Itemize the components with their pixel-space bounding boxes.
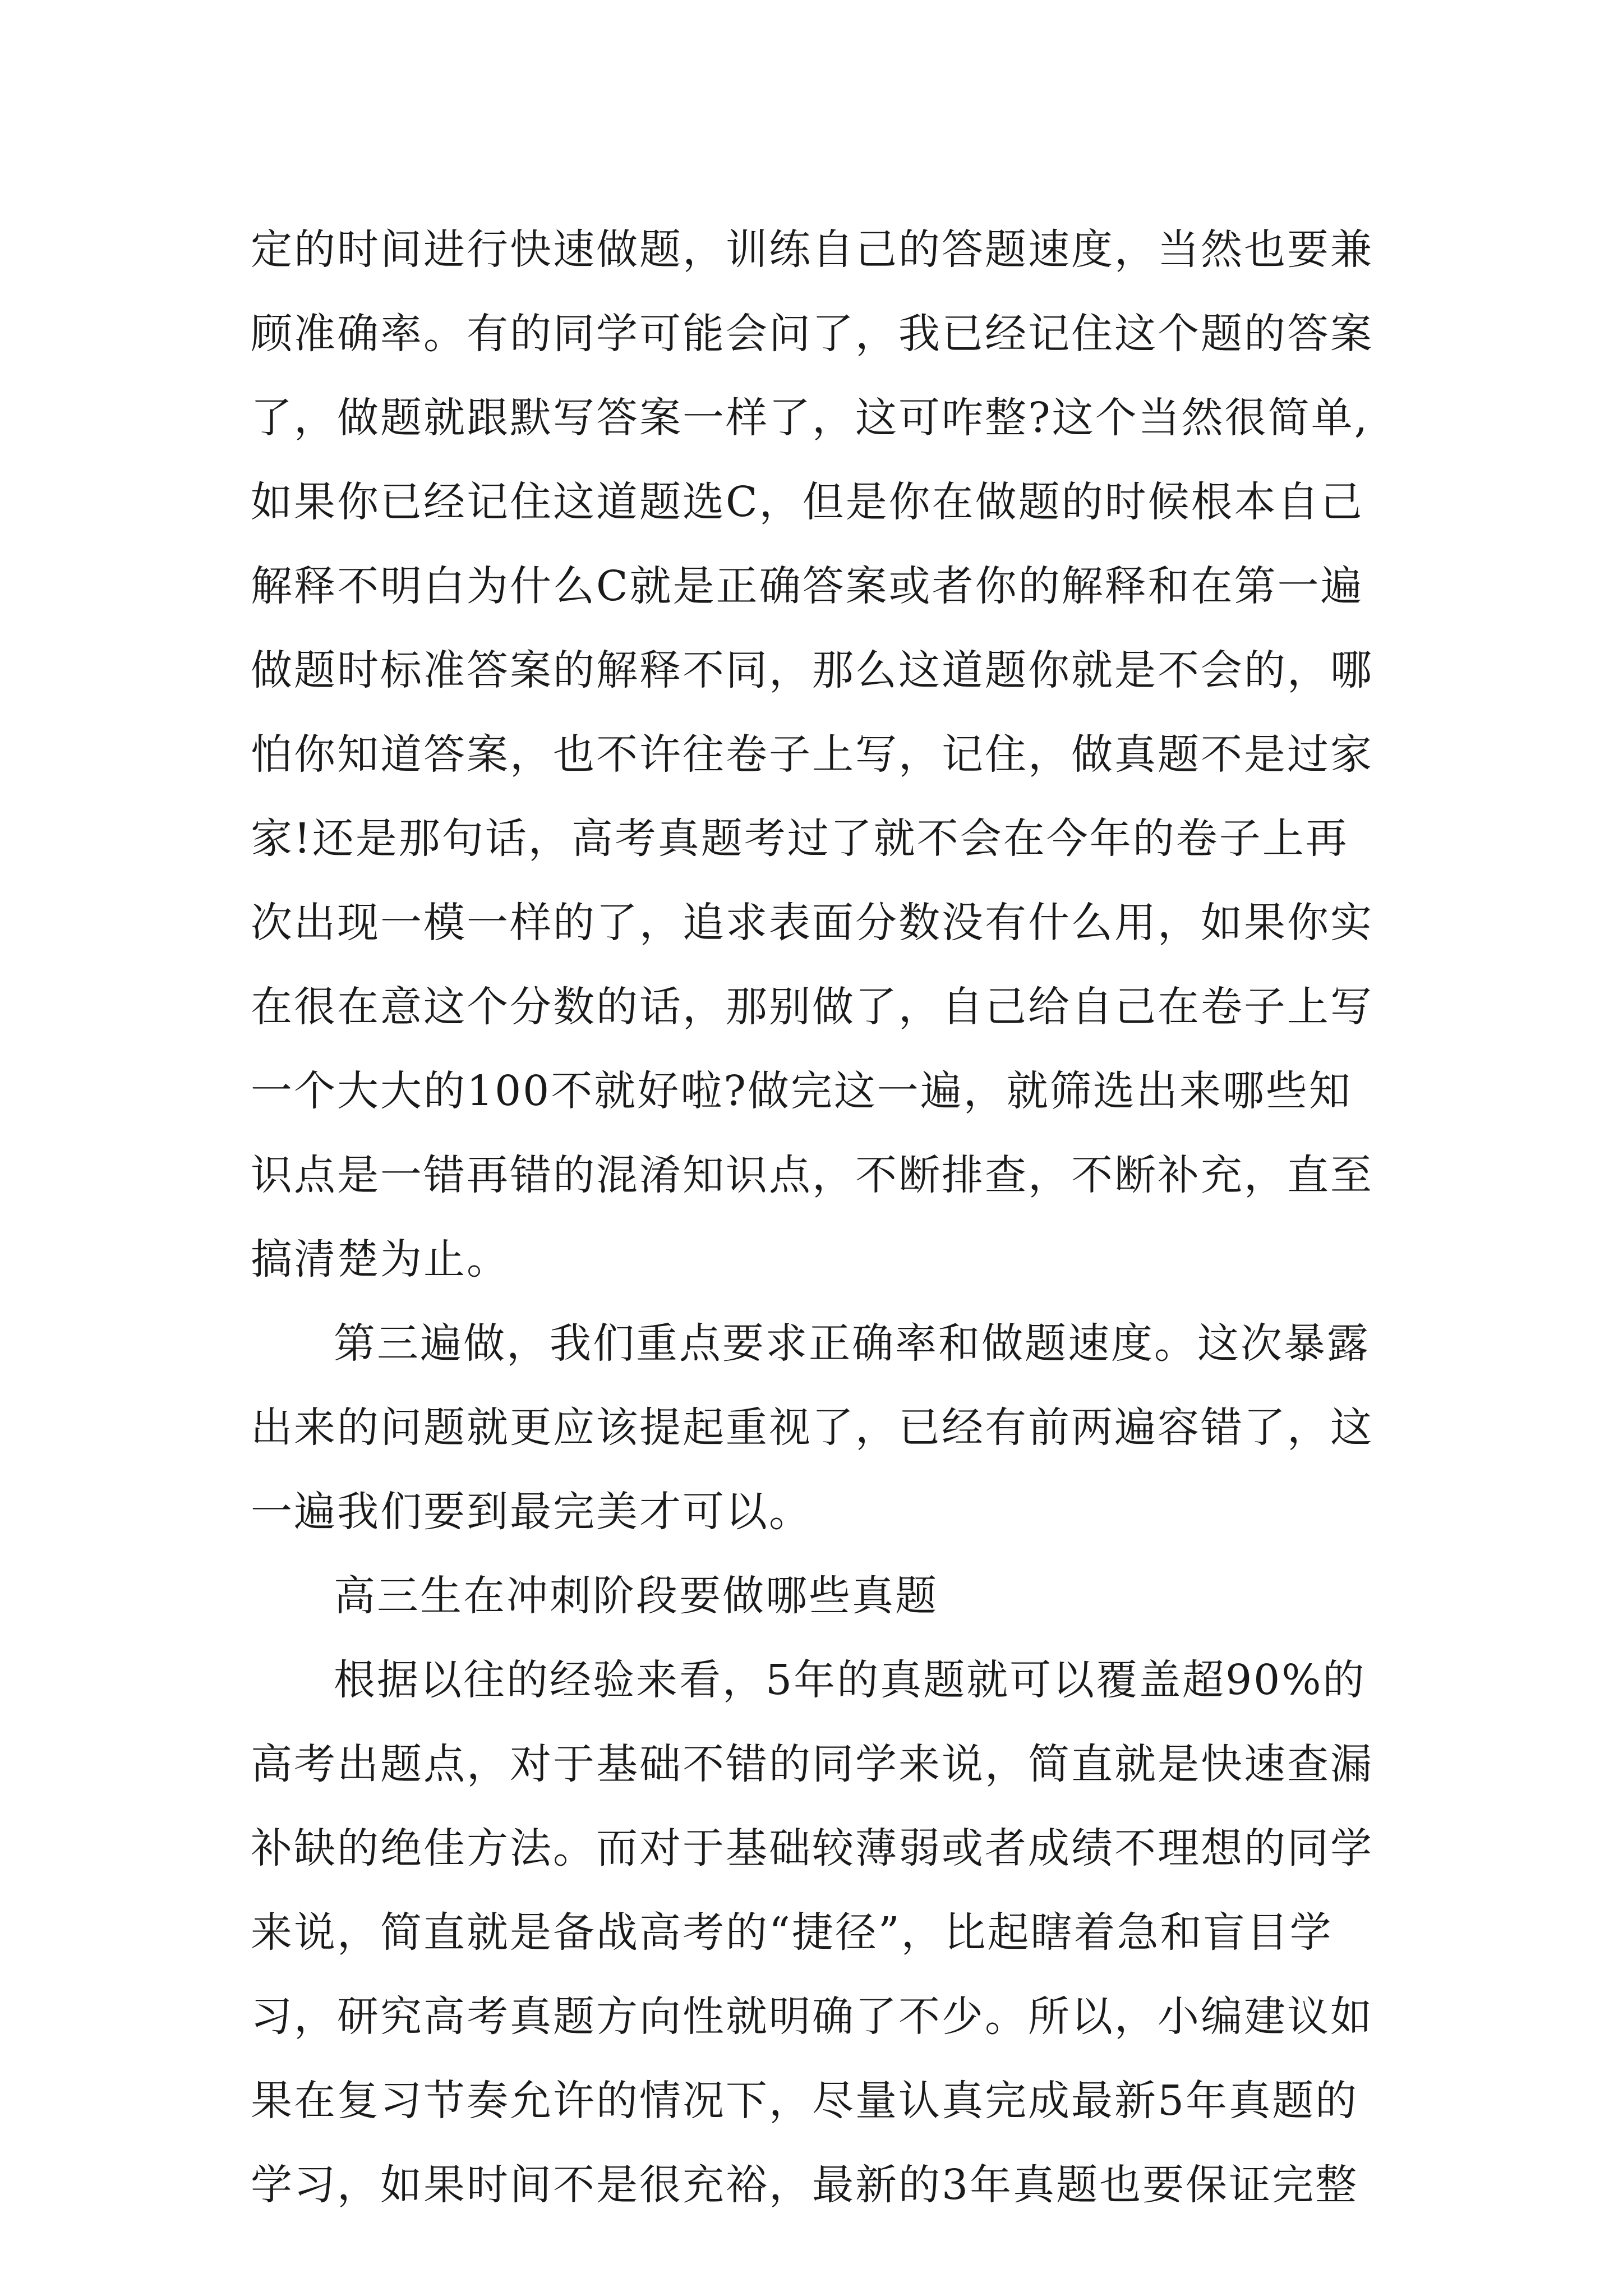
text-line: 根据以往的经验来看，5年的真题就可以覆盖超90%的	[334, 1656, 1366, 1704]
text-line: 了，做题就跟默写答案一样了，这可咋整?这个当然很简单,	[251, 394, 1370, 442]
text-line: 第三遍做，我们重点要求正确率和做题速度。这次暴露	[334, 1319, 1370, 1368]
text-line: 如果你已经记住这道题选C，但是你在做题的时候根本自己	[251, 478, 1364, 526]
text-line: 解释不明白为什么C就是正确答案或者你的解释和在第一遍	[251, 562, 1364, 610]
text-line: 一遍我们要到最完美才可以。	[251, 1488, 812, 1536]
text-line: 做题时标准答案的解释不同，那么这道题你就是不会的，哪	[251, 646, 1373, 694]
text-line: 怕你知道答案，也不许往卷子上写，记住，做真题不是过家	[251, 730, 1373, 779]
text-line: 果在复习节奏允许的情况下，尽量认真完成最新5年真题的	[251, 2077, 1359, 2125]
text-line: 学习，如果时间不是很充裕，最新的3年真题也要保证完整	[251, 2161, 1359, 2209]
text-line: 高考出题点，对于基础不错的同学来说，简直就是快速查漏	[251, 1740, 1373, 1788]
text-line: 一个大大的100不就好啦?做完这一遍，就筛选出来哪些知	[251, 1067, 1352, 1115]
text-line: 识点是一错再错的混淆知识点，不断排查，不断补充，直至	[251, 1151, 1373, 1199]
text-line: 定的时间进行快速做题，训练自己的答题速度，当然也要兼	[251, 226, 1373, 274]
text-line: 习，研究高考真题方向性就明确了不少。所以，小编建议如	[251, 1993, 1373, 2041]
text-line: 次出现一模一样的了，追求表面分数没有什么用，如果你实	[251, 899, 1373, 947]
text-line: 家!还是那句话，高考真题考过了就不会在今年的卷子上再	[251, 815, 1349, 863]
text-line: 搞清楚为止。	[251, 1235, 510, 1283]
text-line: 在很在意这个分数的话，那别做了，自己给自己在卷子上写	[251, 983, 1373, 1031]
document-body	[251, 208, 1417, 2227]
text-line: 补缺的绝佳方法。而对于基础较薄弱或者成绩不理想的同学	[251, 1824, 1373, 1872]
text-line: 来说，简直就是备战高考的“捷径”，比起瞎着急和盲目学	[251, 1908, 1333, 1957]
text-line: 出来的问题就更应该提起重视了，已经有前两遍容错了，这	[251, 1404, 1373, 1452]
text-line: 高三生在冲刺阶段要做哪些真题	[334, 1572, 938, 1620]
text-line: 顾准确率。有的同学可能会问了，我已经记住这个题的答案	[251, 310, 1373, 358]
